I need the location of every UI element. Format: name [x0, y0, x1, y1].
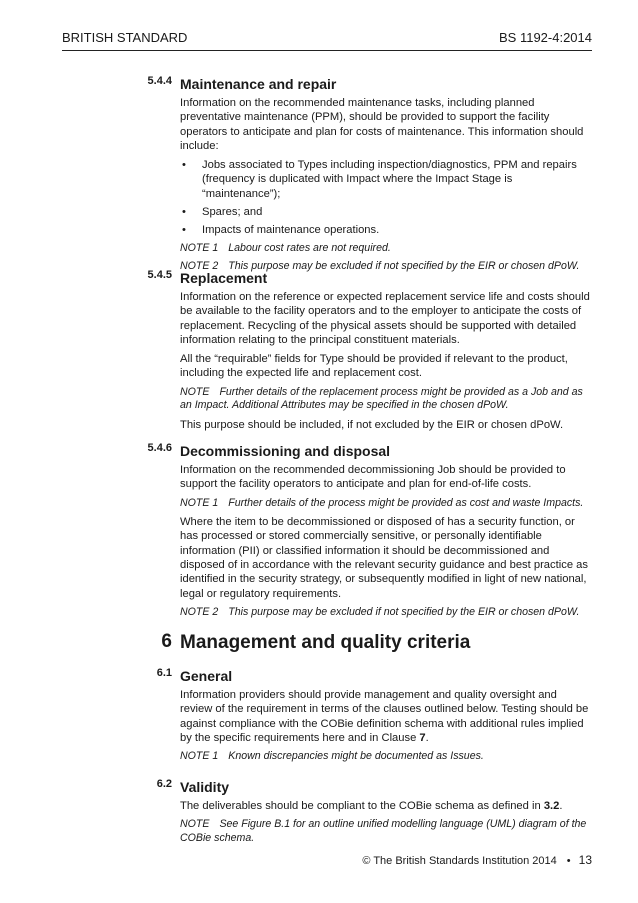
bullet-list — [180, 158, 592, 237]
note — [180, 818, 592, 845]
section-5-4-6 — [120, 442, 592, 625]
section-body — [180, 96, 592, 274]
section-number: 6.1 — [156, 667, 172, 679]
header-standard-number: BS 1192-4:2014 — [499, 30, 592, 45]
section-body — [180, 688, 592, 764]
section-body — [180, 290, 592, 432]
paragraph — [180, 799, 592, 813]
page-footer — [362, 853, 592, 867]
paragraph: Information on the reference or expected replacement service life and costs should be available to the facility operators and to the employer to anticipate the costs of replacement. Recycling of the physical assets should be supported with detailed information relating to the principal constituent materials. — [180, 291, 590, 346]
clause-reference: 3.2 — [543, 800, 560, 812]
paragraph: Information on the recommended maintenance tasks, including planned preventative maintenance (PPM), should be provided to support the facility operators to anticipate and plan for costs of maintenance. This information should include: — [180, 97, 584, 152]
clause-number: 6 — [161, 631, 172, 652]
footer-bullet: • — [566, 855, 571, 867]
note-label: NOTE 2 — [180, 260, 219, 273]
list-item: • Jobs associated to Types including inspection/diagnostics, PPM and repairs (frequency is duplicated with Impact where the Impact Stage is “maintenance”); — [180, 158, 592, 201]
paragraph: Information on the recommended decommissioning Job should be provided to support the facility operators to anticipate and plan for end-of-life costs. — [180, 464, 566, 491]
note-text: Labour cost rates are not required. — [228, 241, 391, 254]
paragraph: Where the item to be decommissioned or disposed of has a security function, or has processed or stored commercially sensitive, or personally identifiable information (PII) or classified information it should be decommissioned and disposed of in accordance with the relevant security guidance and best practice as identified in the security strategy, or subsequently modified in light of new national, legal or regulatory requirements. — [180, 516, 588, 600]
note-label: NOTE 1 — [180, 241, 219, 254]
note — [180, 606, 592, 620]
note — [180, 386, 592, 413]
section-heading: General — [180, 668, 233, 684]
section-number: 5.4.4 — [147, 75, 172, 87]
list-item: • Spares; and — [180, 205, 592, 219]
section-body — [180, 463, 592, 620]
section-6-1 — [120, 667, 592, 769]
note-text: See Figure B.1 for an outline unified modelling language (UML) diagram of the COBie schema. — [180, 818, 587, 844]
paragraph-text: Information providers should provide management and quality oversight and review of the requirement in terms of the clauses outlined below. Testing should be against compliance with the COBie definition schema with additional rules implied by the specific requirements here and in Clause — [180, 689, 589, 744]
note-text: This purpose may be excluded if not specified by the EIR or chosen dPoW. — [228, 260, 580, 273]
page-header — [62, 30, 592, 51]
section-heading: Decommissioning and disposal — [180, 443, 391, 459]
note-label: NOTE — [180, 385, 210, 398]
note-label: NOTE — [180, 818, 210, 831]
note-text: Further details of the replacement process might be provided as a Job and as an Impact. Additional Attributes may be specified in the chosen dPoW. — [180, 385, 583, 412]
header-publisher: BRITISH STANDARD — [62, 30, 188, 45]
paragraph-text: . — [559, 800, 563, 812]
paragraph: All the “requirable” fields for Type should be provided if relevant to the product, including the expected life and replacement cost. — [180, 353, 568, 380]
section-body — [180, 799, 592, 845]
paragraph-text: The deliverables should be compliant to the COBie schema as defined in — [180, 800, 544, 812]
section-5-4-5 — [120, 269, 592, 437]
section-6-2 — [120, 778, 592, 850]
note-label: NOTE 1 — [180, 750, 219, 763]
section-number: 5.4.5 — [147, 269, 172, 281]
note — [180, 750, 592, 764]
paragraph-text: . — [425, 731, 429, 744]
paragraph: This purpose should be included, if not excluded by the EIR or chosen dPoW. — [180, 418, 564, 431]
note-text: Further details of the process might be provided as cost and waste Impacts. — [228, 496, 584, 509]
section-heading: Maintenance and repair — [180, 76, 337, 92]
note — [180, 242, 592, 256]
note-text: This purpose may be excluded if not specified by the EIR or chosen dPoW. — [228, 605, 580, 618]
note-label: NOTE 1 — [180, 496, 219, 509]
section-number: 5.4.6 — [147, 442, 172, 454]
paragraph — [180, 688, 592, 745]
page-number: 13 — [578, 853, 592, 867]
note-label: NOTE 2 — [180, 605, 219, 618]
note — [180, 497, 592, 511]
note-text: Known discrepancies might be documented as Issues. — [228, 750, 484, 763]
clause-title: Management and quality criteria — [180, 632, 471, 653]
section-heading: Replacement — [180, 270, 268, 286]
clause-6-heading — [120, 631, 592, 655]
clause-reference: 7 — [419, 731, 426, 744]
section-5-4-4 — [120, 75, 592, 279]
section-heading: Validity — [180, 779, 230, 795]
section-number: 6.2 — [156, 778, 172, 790]
list-item: • Impacts of maintenance operations. — [180, 223, 592, 237]
copyright-text: © The British Standards Institution 2014 — [362, 855, 557, 867]
